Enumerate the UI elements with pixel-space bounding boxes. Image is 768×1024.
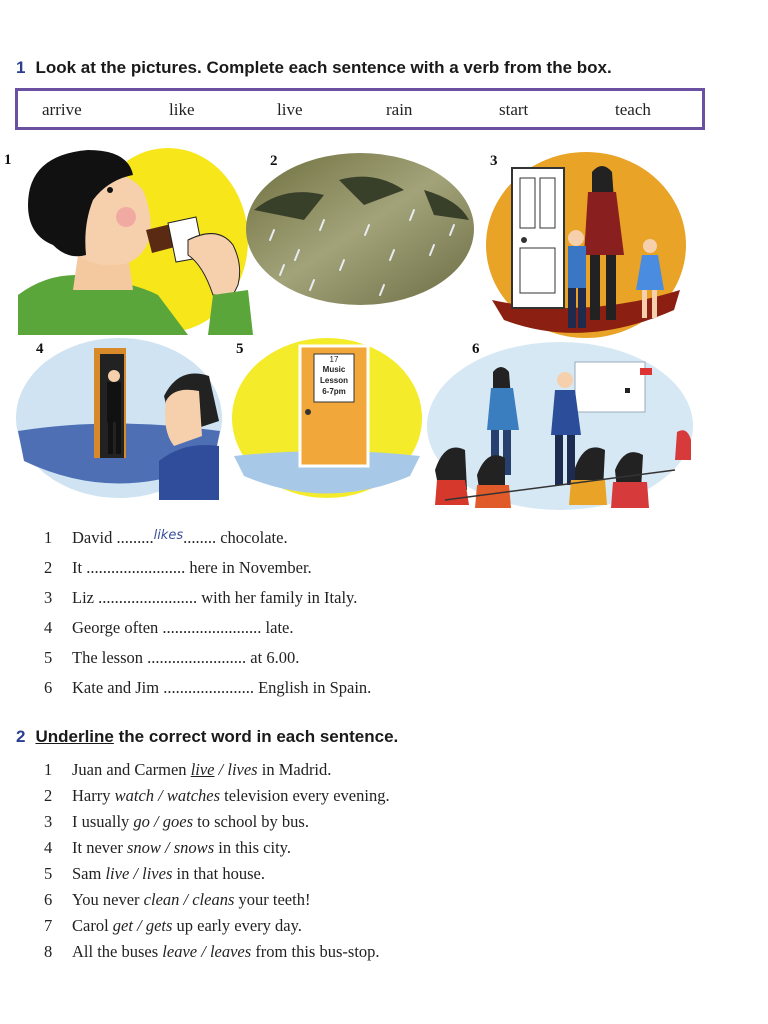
handwritten-answer: likes (153, 528, 184, 543)
choice-option-2[interactable]: gets (145, 916, 173, 935)
choice-option-1[interactable]: watch (114, 786, 155, 805)
exercise-2-sentence: 8 All the buses leave / leaves from this bus-stop. (44, 942, 380, 961)
sentence-before: It (72, 558, 83, 577)
blank-dots: ........ (183, 528, 217, 547)
door-sign-line2: Music (322, 365, 346, 374)
sentence-number: 6 (44, 678, 53, 697)
picture-number: 1 (4, 152, 12, 168)
choice-option-1[interactable]: clean (143, 890, 180, 909)
choice-option-1[interactable]: go (133, 812, 150, 831)
sentence-number: 4 (44, 618, 53, 637)
exercise-1-heading (16, 58, 612, 78)
exercise-2-sentence: 4 It never snow / snows in this city. (44, 838, 291, 857)
answer-blank[interactable]: ........................ (147, 648, 247, 667)
sentence-before: I usually (72, 812, 130, 831)
sentence-after: in that house. (176, 864, 265, 883)
picture-5-music-lesson-door (230, 336, 424, 500)
answer-blank[interactable] (116, 528, 216, 548)
sentence-before: George often (72, 618, 159, 637)
answer-blank[interactable]: ...................... (163, 678, 254, 697)
exercise-2-sentence: 1 Juan and Carmen live / lives in Madrid. (44, 760, 332, 779)
picture-2-rain (244, 150, 476, 308)
sentence-before: Harry (72, 786, 111, 805)
sentence-before: All the buses (72, 942, 159, 961)
sentence-before: Carol (72, 916, 109, 935)
sentence-number: 5 (44, 648, 53, 667)
answer-blank[interactable]: ........................ (86, 558, 186, 577)
sentence-number: 8 (44, 942, 53, 961)
sentence-after: from this bus-stop. (255, 942, 380, 961)
exercise-2-sentence: 2 Harry watch / watches television every evening. (44, 786, 390, 805)
choice-option-1[interactable]: live (190, 760, 215, 779)
sentence-after: late. (265, 618, 294, 637)
word-box (15, 88, 705, 130)
sentence-number: 4 (44, 838, 53, 857)
sentence-before: Juan and Carmen (72, 760, 187, 779)
choice-option-2[interactable]: leaves (209, 942, 252, 961)
exercise-1-number: 1 (16, 58, 26, 77)
exercise-2-instruction: the correct word in each sentence. (118, 727, 399, 746)
sentence-number: 1 (44, 760, 53, 779)
sentence-before: Sam (72, 864, 102, 883)
exercise-1-sentence (44, 588, 357, 608)
picture-number: 5 (236, 341, 244, 357)
sentence-after: here in November. (189, 558, 312, 577)
choice-option-2[interactable]: snows (173, 838, 215, 857)
choice-option-2[interactable]: lives (142, 864, 173, 883)
sentence-before: Liz (72, 588, 94, 607)
picture-number: 6 (472, 341, 480, 357)
word-box-word: live (277, 100, 303, 119)
sentence-number: 2 (44, 786, 53, 805)
sentence-after: your teeth! (238, 890, 311, 909)
exercise-2-heading (16, 727, 398, 747)
choice-option-1[interactable]: leave (162, 942, 198, 961)
exercise-2-number: 2 (16, 727, 26, 746)
choice-option-2[interactable]: lives (227, 760, 258, 779)
sentence-number: 1 (44, 528, 53, 547)
choice-option-1[interactable]: live (105, 864, 130, 883)
exercise-2-sentence: 7 Carol get / gets up early every day. (44, 916, 302, 935)
sentence-before: Kate and Jim (72, 678, 160, 697)
sentence-after: up early every day. (176, 916, 302, 935)
word-box-word: arrive (42, 100, 82, 119)
picture-4-arriving-late (14, 336, 224, 500)
choice-option-2[interactable]: watches (166, 786, 221, 805)
choice-option-2[interactable]: goes (162, 812, 194, 831)
door-sign-line3: Lesson (319, 376, 349, 385)
sentence-after: in this city. (218, 838, 291, 857)
sentence-before: You never (72, 890, 140, 909)
sentence-number: 3 (44, 588, 53, 607)
word-box-word: like (169, 100, 195, 119)
picture-6-classroom (425, 340, 695, 512)
sentence-after: with her family in Italy. (201, 588, 358, 607)
picture-number: 3 (490, 153, 498, 169)
sentence-number: 6 (44, 890, 53, 909)
exercise-2-underline-word: Underline (35, 727, 114, 746)
picture-number: 4 (36, 341, 44, 357)
choice-option-1[interactable]: get (112, 916, 133, 935)
door-sign-line4: 6-7pm (322, 387, 346, 396)
exercise-2-sentence: 3 I usually go / goes to school by bus. (44, 812, 309, 831)
word-box-word: start (499, 100, 529, 119)
sentence-after: to school by bus. (197, 812, 309, 831)
sentence-before: The lesson (72, 648, 144, 667)
sentence-before: It never (72, 838, 123, 857)
sentence-number: 7 (44, 916, 53, 935)
exercise-2-sentence: 6 You never clean / cleans your teeth! (44, 890, 311, 909)
sentence-after: English in Spain. (258, 678, 372, 697)
choice-option-2[interactable]: cleans (192, 890, 235, 909)
blank-dots: ......... (116, 528, 154, 547)
exercise-1-sentence (44, 678, 371, 698)
sentence-before: David (72, 528, 113, 547)
answer-blank[interactable]: ........................ (98, 588, 198, 607)
exercise-1-sentence (44, 648, 299, 668)
sentence-number: 3 (44, 812, 53, 831)
picture-3-family-at-door (484, 150, 688, 340)
word-box-word: teach (615, 100, 651, 119)
exercise-2-sentence: 5 Sam live / lives in that house. (44, 864, 265, 883)
exercise-1-instruction: Look at the pictures. Complete each sentence with a verb from the box. (35, 58, 612, 77)
sentence-number: 5 (44, 864, 53, 883)
sentence-after: television every evening. (224, 786, 390, 805)
answer-blank[interactable]: ........................ (162, 618, 262, 637)
picture-1-boy-eating-chocolate (18, 145, 258, 335)
word-box-word: rain (386, 100, 413, 119)
picture-number: 2 (270, 153, 278, 169)
sentence-number: 2 (44, 558, 53, 577)
sentence-after: chocolate. (220, 528, 288, 547)
sentence-after: in Madrid. (261, 760, 332, 779)
door-sign-line1: 17 (329, 355, 339, 364)
sentence-after: at 6.00. (250, 648, 300, 667)
exercise-1-sentence (44, 558, 312, 578)
exercise-1-sentence (44, 618, 294, 638)
choice-option-1[interactable]: snow (126, 838, 161, 857)
exercise-1-sentence (44, 528, 288, 548)
